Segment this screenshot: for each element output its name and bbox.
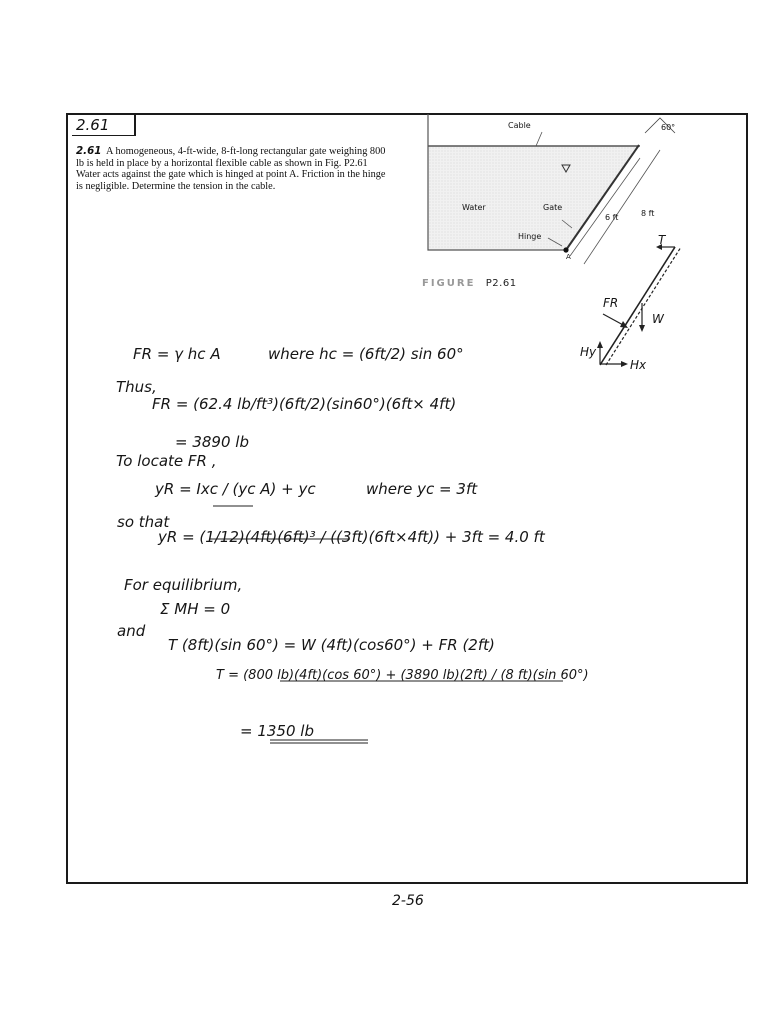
figure-caption: [422, 278, 517, 289]
sol-line-4: = 3890 lb: [175, 433, 249, 451]
label-point-a: A: [566, 253, 571, 261]
figure-caption-prefix: FIGURE: [422, 278, 476, 289]
sol-line-11: T = (800 lb)(4ft)(cos 60°) + (3890 lb)(2ft) / (8 ft)(sin 60°): [216, 668, 589, 683]
sol-line-10a: and: [117, 622, 146, 640]
sol-line-8: For equilibrium,: [124, 576, 243, 594]
label-water: Water: [462, 203, 486, 212]
page-number: 2-56: [392, 893, 424, 909]
label-hinge: Hinge: [518, 232, 542, 241]
sol-line-12: = 1350 lb: [240, 722, 314, 740]
sol-line-2: Thus,: [116, 378, 157, 396]
sol-line-10b: T (8ft)(sin 60°) = W (4ft)(cos60°) + FR (2ft): [168, 636, 495, 654]
label-gate: Gate: [543, 203, 563, 212]
sol-line-6b: where yc = 3ft: [366, 480, 478, 498]
problem-text: A homogeneous, 4-ft-wide, 8-ft-long rectangular gate weighing 800 lb is held in place by a horizontal flexible cable as shown in Fig. P2.61 Water acts against the gate which is hinged at point A. Friction in the hinge is negligible. Determine the tension in the cable.: [76, 146, 386, 192]
problem-number-inline: 2.61: [76, 145, 102, 157]
sol-line-1a: FR = γ hc A: [133, 345, 221, 363]
problem-number: 2.61: [76, 116, 110, 134]
fbd-label-t: T: [658, 233, 666, 247]
sol-line-5: To locate FR ,: [116, 452, 217, 470]
label-cable: Cable: [508, 121, 531, 130]
hinge-point: [563, 247, 568, 252]
sol-line-3: FR = (62.4 lb/ft³)(6ft/2)(sin60°)(6ft× 4ft): [152, 395, 457, 413]
fbd-label-fr: FR: [603, 296, 619, 310]
fbd-label-w: W: [652, 312, 664, 326]
sol-line-6a: yR = Ixc / (yc A) + yc: [155, 480, 316, 498]
fbd-label-hx: Hx: [630, 358, 647, 372]
sol-line-9: Σ MH = 0: [160, 600, 231, 618]
fbd-label-hy: Hy: [580, 345, 597, 359]
sol-line-7b: yR = (1/12)(4ft)(6ft)³ / ((3ft)(6ft×4ft)) + 3ft = 4.0 ft: [158, 528, 545, 546]
figure-caption-label: P2.61: [485, 278, 517, 289]
label-6ft: 6 ft: [605, 213, 619, 222]
label-angle: 60°: [661, 123, 676, 132]
sol-line-1b: where hc = (6ft/2) sin 60°: [268, 345, 464, 363]
sol-line-7a: so that: [117, 513, 170, 531]
label-8ft: 8 ft: [641, 209, 655, 218]
